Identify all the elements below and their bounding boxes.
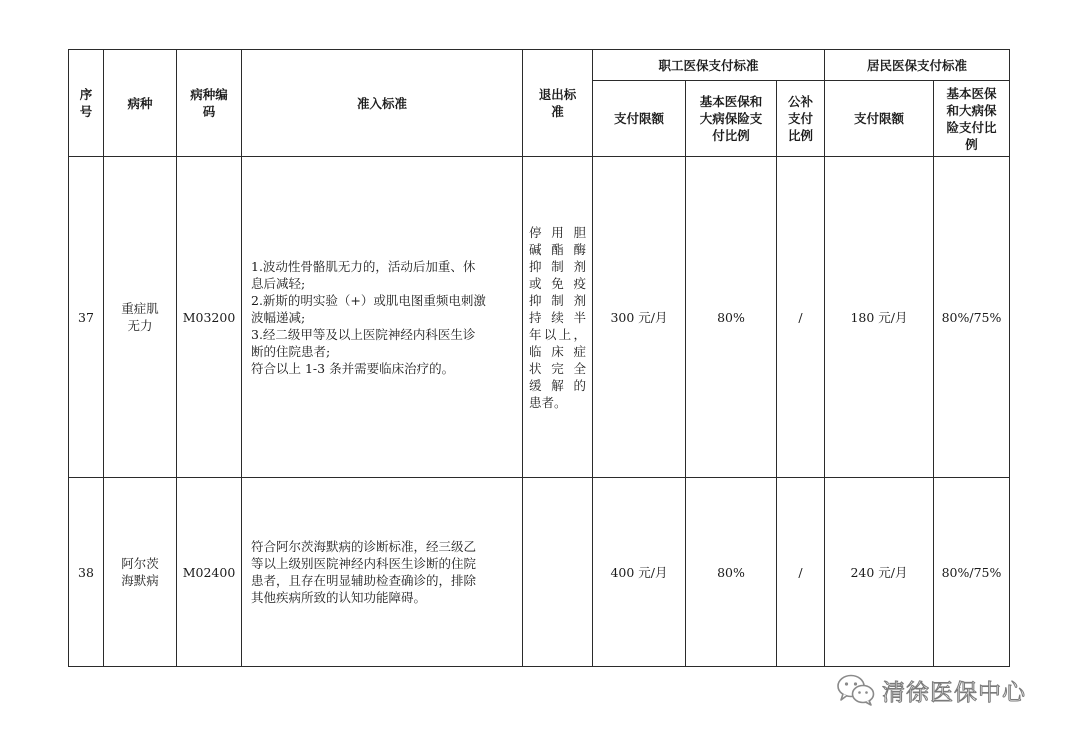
row-res-limit: 180 元/月 — [825, 157, 934, 478]
header-seq: 序 号 — [69, 50, 104, 157]
header-code: 病种编 码 — [177, 50, 242, 157]
header-resident-group: 居民医保支付标准 — [825, 50, 1010, 81]
header-exit: 退出标 准 — [523, 50, 593, 157]
watermark — [836, 670, 1026, 710]
watermark-text: 清徐医保中心 — [882, 679, 1026, 706]
row-emp-subsidy: / — [777, 157, 825, 478]
header-emp-limit: 支付限额 — [593, 81, 686, 157]
header-disease: 病种 — [104, 50, 177, 157]
row-emp-ratio: 80% — [686, 478, 777, 667]
row-admission: 1.波动性骨骼肌无力的，活动后加重、休 息后减轻; 2.新斯的明实验（+）或肌电图重频电刺激 波幅递减; 3.经二级甲等及以上医院神经内科医生诊 断的住院患者; 符合以上 1-3 条并需要临床治疗的。 — [242, 157, 523, 478]
row-emp-limit: 300 元/月 — [593, 157, 686, 478]
row-code: M02400 — [177, 478, 242, 667]
row-emp-subsidy: / — [777, 478, 825, 667]
header-emp-ratio: 基本医保和 大病保险支 付比例 — [686, 81, 777, 157]
table-row — [69, 478, 1010, 667]
row-seq: 38 — [69, 478, 104, 667]
row-disease: 重症肌 无力 — [104, 157, 177, 478]
policy-table — [68, 49, 1010, 667]
row-emp-limit: 400 元/月 — [593, 478, 686, 667]
row-code: M03200 — [177, 157, 242, 478]
header-admission: 准入标准 — [242, 50, 523, 157]
table-row — [69, 157, 1010, 478]
wechat-icon — [836, 673, 876, 707]
header-employee-group: 职工医保支付标准 — [593, 50, 825, 81]
header-res-ratio: 基本医保 和大病保 险支付比 例 — [934, 81, 1010, 157]
row-disease: 阿尔茨 海默病 — [104, 478, 177, 667]
row-emp-ratio: 80% — [686, 157, 777, 478]
row-exit — [523, 478, 593, 667]
row-res-limit: 240 元/月 — [825, 478, 934, 667]
row-seq: 37 — [69, 157, 104, 478]
row-res-ratio: 80%/75% — [934, 478, 1010, 667]
row-res-ratio: 80%/75% — [934, 157, 1010, 478]
row-admission: 符合阿尔茨海默病的诊断标准，经三级乙 等以上级别医院神经内科医生诊断的住院 患者，且存在明显辅助检查确诊的，排除 其他疾病所致的认知功能障碍。 — [242, 478, 523, 667]
header-emp-subsidy: 公补 支付 比例 — [777, 81, 825, 157]
row-exit: 停用胆 碱酯酶 抑制剂 或免疫 抑制剂 持续半 年以上， 临床症 状完全 缓解的 患者。 — [523, 157, 593, 478]
header-res-limit: 支付限额 — [825, 81, 934, 157]
